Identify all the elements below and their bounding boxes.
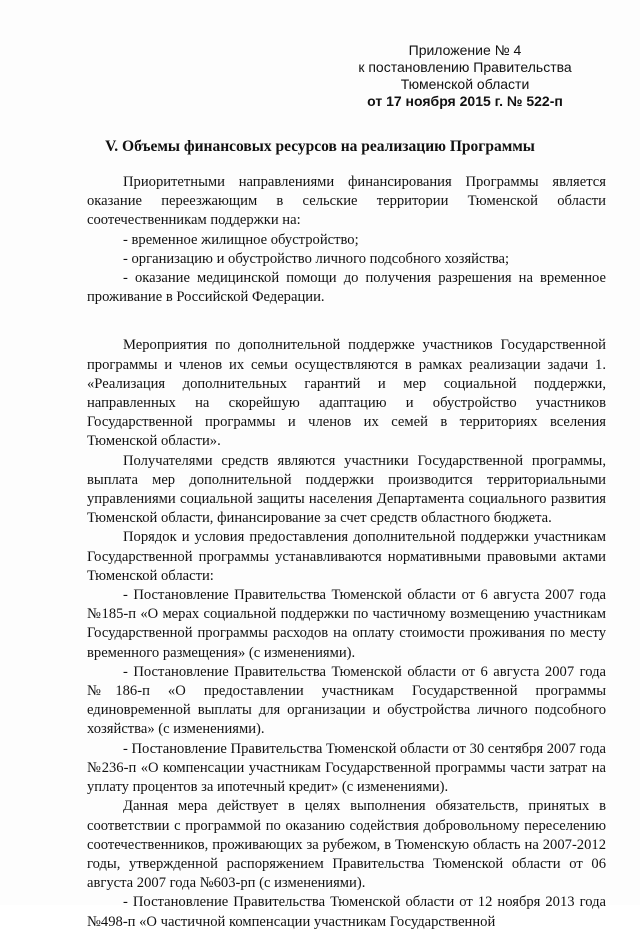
paragraph: Мероприятия по дополнительной поддержке участников Государственной программы и членов их семьи осуществляются в рамках реализации задачи 1. «Реализация дополнительных гарантий и мер социальной поддержки, направленных на скорейшую адаптацию и обустройство участников Государственной программы и членов их семей в территориях вселения Тюменской области». — [87, 337, 606, 450]
paragraph: Получателями средств являются участники Государственной программы, выплата мер дополнительной поддержки производится территориальными управлениями социальной защиты населения Департамента социального развития Тюменской области, финансирование за счет средств областного бюджета. — [87, 452, 606, 527]
appendix-region: Тюменской области — [400, 76, 530, 92]
list-item: - временное жилищное обустройство; — [123, 231, 359, 248]
document-body — [87, 173, 606, 932]
paragraph: Данная мера действует в целях выполнения обязательств, принятых в соответствии с программой по оказанию содействия добровольному переселению соотечественников, проживающих за рубежом, в Тюменскую область на 2007-2012 годы, утвержденной распоряжением Правительства Тюменской области от 06 августа 2007 года №603-рп (с изменениями). — [87, 798, 606, 892]
list-item: - Постановление Правительства Тюменской области от 30 сентября 2007 года №236-п «О компенсации участникам Государственной программы части затрат на уплату процентов за ипотечный кредит» (с изменениями). — [87, 740, 606, 796]
paragraph: Порядок и условия предоставления дополнительной поддержки участникам Государственной программы устанавливаются нормативными правовыми актами Тюменской области: — [87, 529, 606, 584]
list-item: - Постановление Правительства Тюменской области от 12 ноября 2013 года №498-п «О частичной компенсации участникам Государственной — [87, 894, 606, 930]
list-item: - Постановление Правительства Тюменской области от 6 августа 2007 года №186-п «О предоставлении участникам Государственной программы единовременной выплаты для организации и обустройства личного подсобного хозяйства» (с изменениями). — [87, 663, 606, 738]
appendix-number: Приложение № 4 — [408, 42, 522, 58]
appendix-date: от 17 ноября 2015 г. № 522-п — [367, 93, 563, 109]
section-title: V. Объемы финансовых ресурсов на реализацию Программы — [105, 138, 535, 155]
list-item: - оказание медицинской помощи до получения разрешения на временное проживание в Российской Федерации. — [87, 270, 606, 306]
paragraph: Приоритетными направлениями финансирования Программы является оказание переезжающим в сельские территории Тюменской области соотечественникам поддержки на: — [87, 174, 606, 229]
appendix-header — [340, 42, 590, 110]
list-item: - Постановление Правительства Тюменской области от 6 августа 2007 года №185-п «О мерах социальной поддержки по частичному возмещению участникам Государственной программы расходов на оплату стоимости проживания по месту временного размещения» (с изменениями). — [87, 587, 606, 661]
list-item: - организацию и обустройство личного подсобного хозяйства; — [123, 250, 510, 267]
appendix-reference: к постановлению Правительства — [358, 59, 572, 75]
